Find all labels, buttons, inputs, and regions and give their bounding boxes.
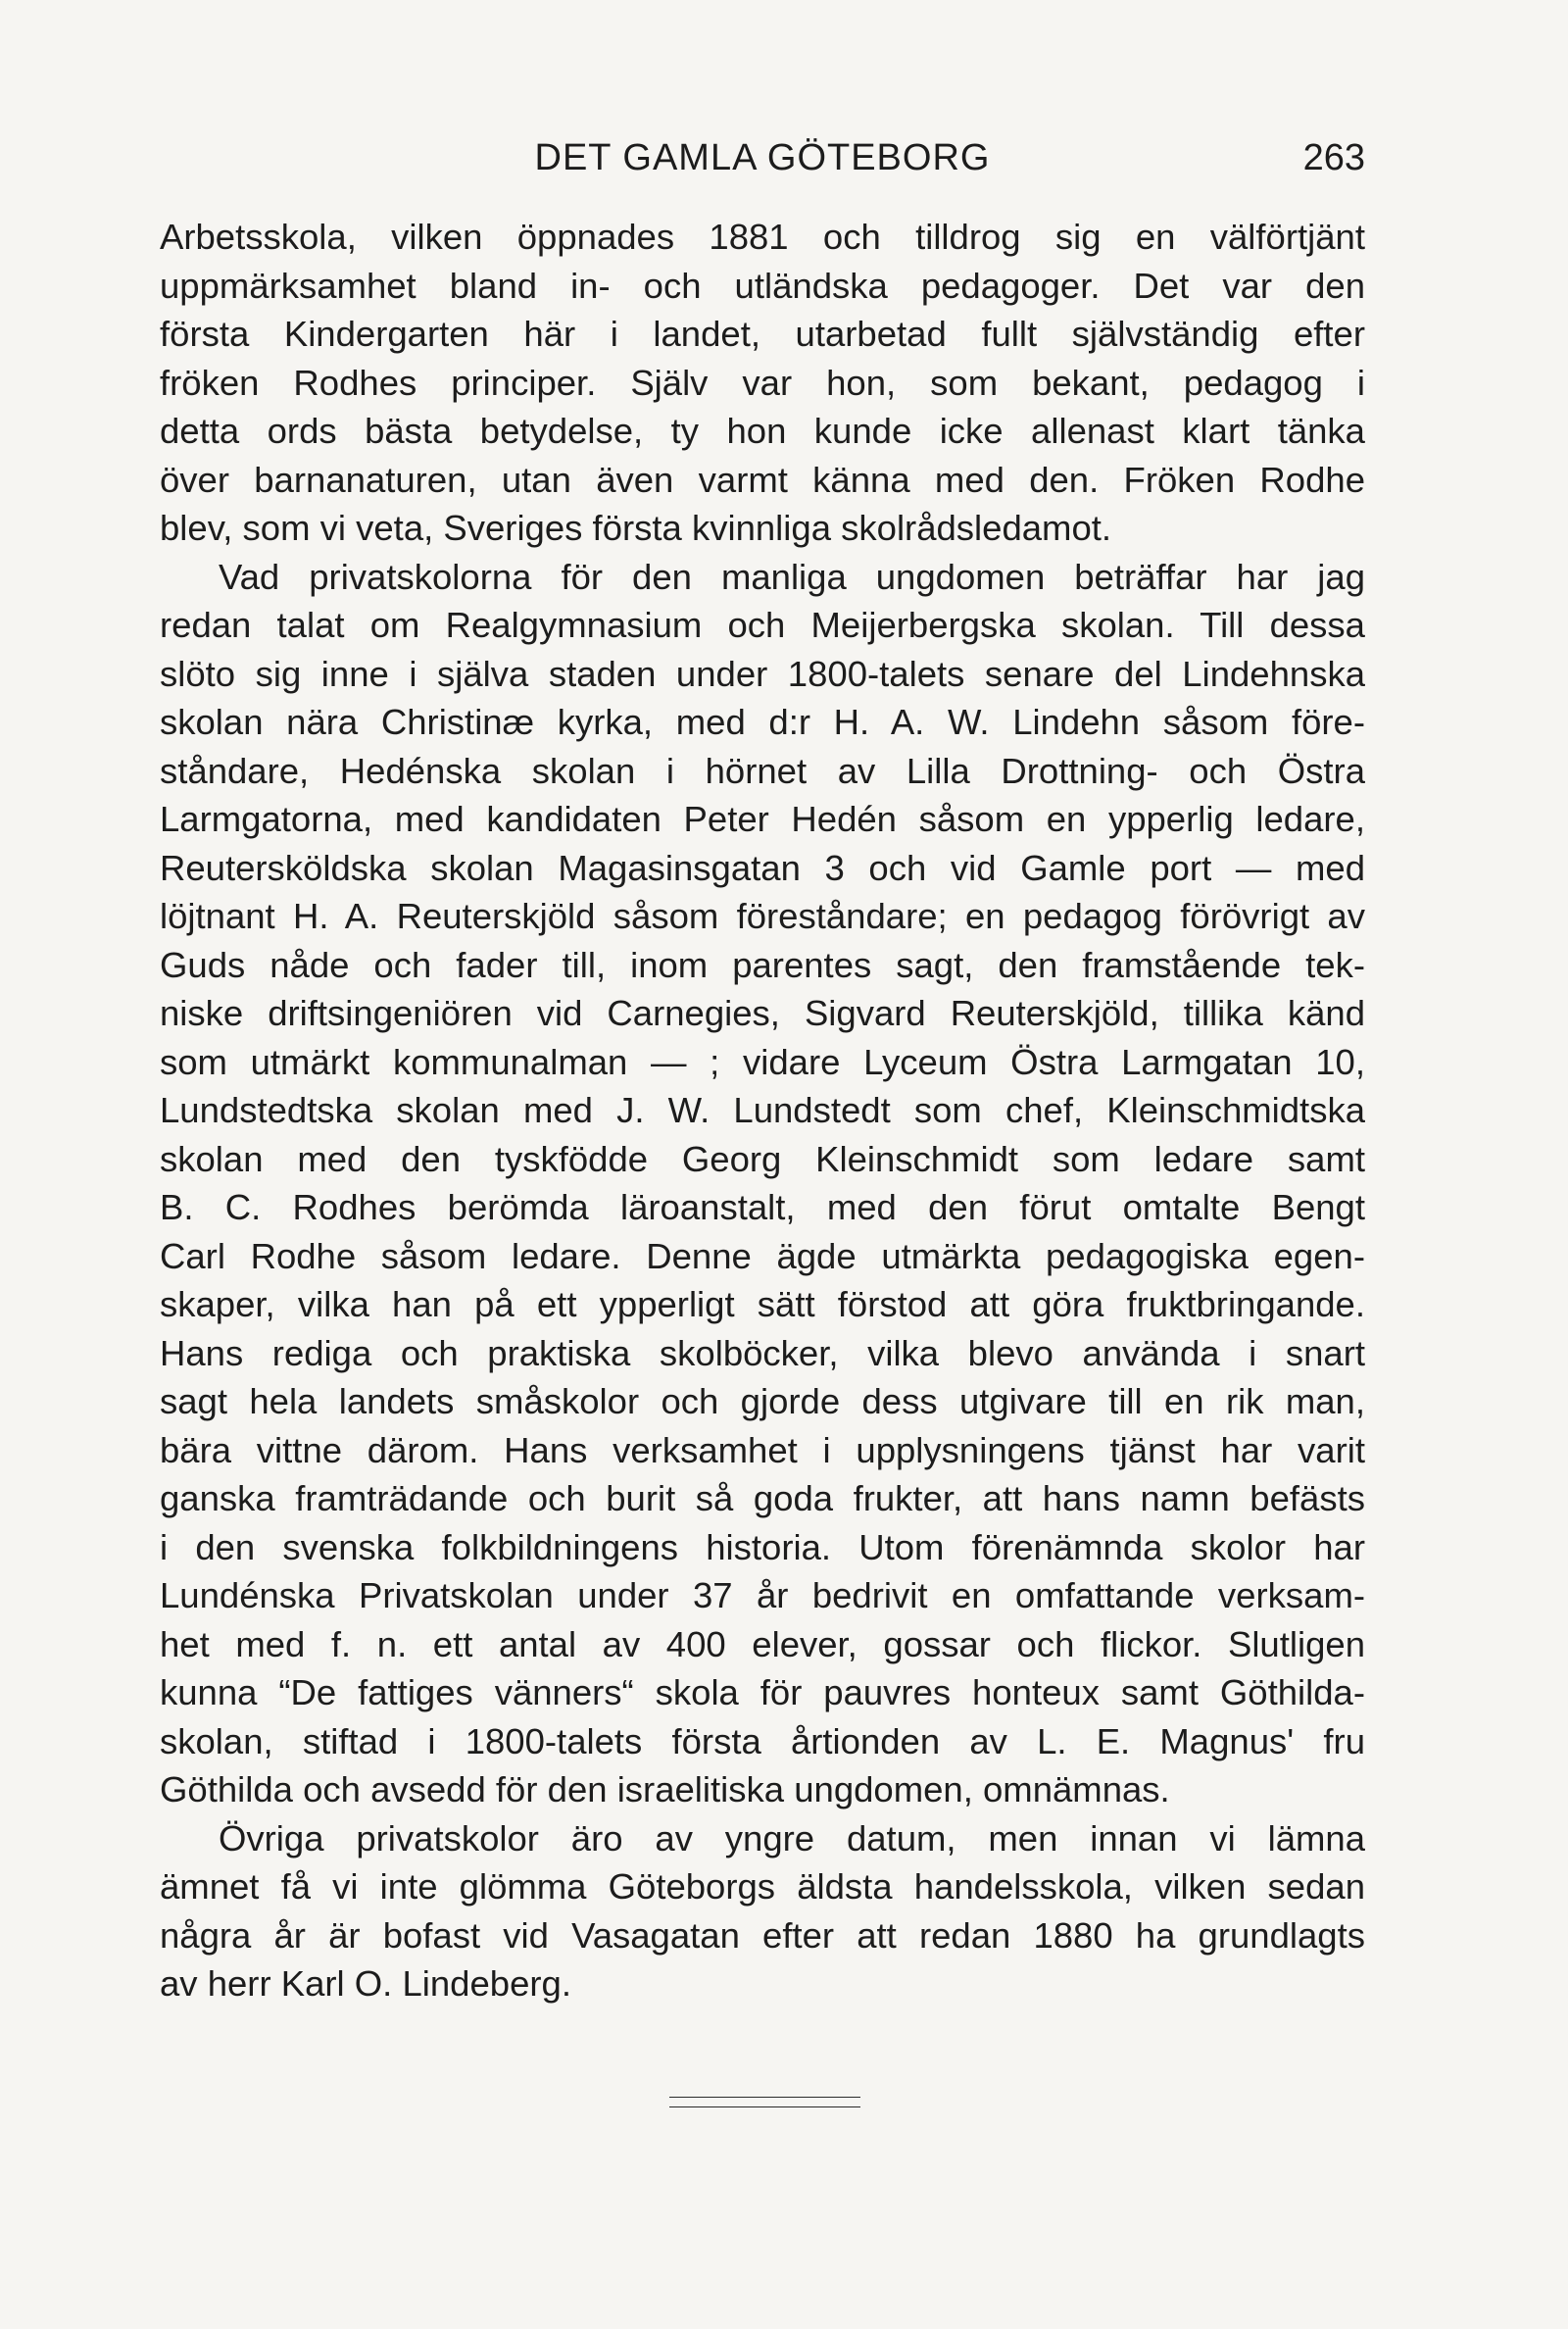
text-line: skolan med den tyskfödde Georg Kleinschmidt som ledare samt	[160, 1138, 1365, 1179]
body-text	[160, 213, 1365, 2008]
text-line: Göthilda och avsedd för den israelitiska ungdomen, omnämnas.	[160, 1769, 1170, 1809]
end-rule-bottom	[669, 2106, 860, 2107]
paragraph	[160, 553, 1365, 1814]
text-line: slöto sig inne i själva staden under 1800-talets senare del Lindehnska	[160, 653, 1365, 694]
text-line: Guds nåde och fader till, inom parentes sagt, den framstående tek-	[160, 944, 1365, 985]
text-line: detta ords bästa betydelse, ty hon kunde icke allenast klart tänka	[160, 411, 1365, 451]
text-line: skaper, vilka han på ett ypperligt sätt förstod att göra fruktbringande.	[160, 1284, 1365, 1324]
text-line: ganska framträdande och burit så goda frukter, att hans namn befästs	[160, 1478, 1365, 1518]
text-line: Arbetsskola, vilken öppnades 1881 och tilldrog sig en välförtjänt	[160, 217, 1365, 257]
text-line: ståndare, Hedénska skolan i hörnet av Lilla Drottning- och Östra	[160, 750, 1365, 791]
text-line: Reutersköldska skolan Magasinsgatan 3 och vid Gamle port — med	[160, 847, 1365, 888]
text-line: bära vittne därom. Hans verksamhet i upplysningens tjänst har varit	[160, 1429, 1365, 1470]
text-line: B. C. Rodhes berömda läroanstalt, med den förut omtalte Bengt	[160, 1187, 1365, 1227]
paragraph	[160, 213, 1365, 553]
text-line: Vad privatskolorna för den manliga ungdomen beträffar har jag	[219, 556, 1365, 597]
text-line: sagt hela landets småskolor och gjorde dess utgivare till en rik man,	[160, 1381, 1365, 1421]
text-line: över barnanaturen, utan även varmt känna med den. Fröken Rodhe	[160, 459, 1365, 500]
text-line: Carl Rodhe såsom ledare. Denne ägde utmärkta pedagogiska egen-	[160, 1235, 1365, 1276]
text-line: några år är bofast vid Vasagatan efter att redan 1880 ha grundlagts	[160, 1914, 1365, 1956]
page-number: 263	[1302, 137, 1365, 178]
text-line: i den svenska folkbildningens historia. Utom förenämnda skolor har	[160, 1526, 1365, 1567]
text-line: Hans rediga och praktiska skolböcker, vilka blevo använda i snart	[160, 1332, 1365, 1373]
text-line: Övriga privatskolor äro av yngre datum, men innan vi lämna	[219, 1817, 1365, 1858]
text-line: Larmgatorna, med kandidaten Peter Hedén såsom en ypperlig ledare,	[160, 799, 1365, 839]
text-line: skolan nära Christinæ kyrka, med d:r H. A. W. Lindehn såsom före-	[160, 702, 1365, 742]
text-line: kunna “De fattiges vänners“ skola för pauvres honteux samt Göthilda-	[160, 1672, 1365, 1712]
end-rule-top	[669, 2097, 860, 2098]
text-line: blev, som vi veta, Sveriges första kvinnliga skolrådsledamot.	[160, 508, 1112, 548]
text-line: fröken Rodhes principer. Själv var hon, som bekant, pedagog i	[160, 362, 1365, 403]
text-line: av herr Karl O. Lindeberg.	[160, 1963, 571, 2004]
running-header	[160, 130, 1365, 185]
text-line: Lundénska Privatskolan under 37 år bedrivit en omfattande verksam-	[160, 1575, 1365, 1615]
text-line: skolan, stiftad i 1800-talets första årtionden av L. E. Magnus' fru	[160, 1720, 1365, 1761]
running-title: DET GAMLA GÖTEBORG	[534, 137, 991, 178]
text-line: redan talat om Realgymnasium och Meijerbergska skolan. Till dessa	[160, 605, 1365, 645]
text-line: Lundstedtska skolan med J. W. Lundstedt som chef, Kleinschmidtska	[160, 1090, 1365, 1130]
text-line: första Kindergarten här i landet, utarbetad fullt självständig efter	[160, 314, 1365, 354]
text-line: ämnet få vi inte glömma Göteborgs äldsta handelsskola, vilken sedan	[160, 1866, 1365, 1907]
text-line: som utmärkt kommunalman — ; vidare Lyceum Östra Larmgatan 10,	[160, 1041, 1365, 1082]
text-line: niske driftsingeniören vid Carnegies, Sigvard Reuterskjöld, tillika känd	[160, 993, 1365, 1033]
text-line: het med f. n. ett antal av 400 elever, gossar och flickor. Slutligen	[160, 1623, 1365, 1664]
paragraph	[160, 1814, 1365, 2008]
text-line: löjtnant H. A. Reuterskjöld såsom föreståndare; en pedagog förövrigt av	[160, 896, 1365, 936]
text-line: uppmärksamhet bland in- och utländska pedagoger. Det var den	[160, 265, 1365, 306]
